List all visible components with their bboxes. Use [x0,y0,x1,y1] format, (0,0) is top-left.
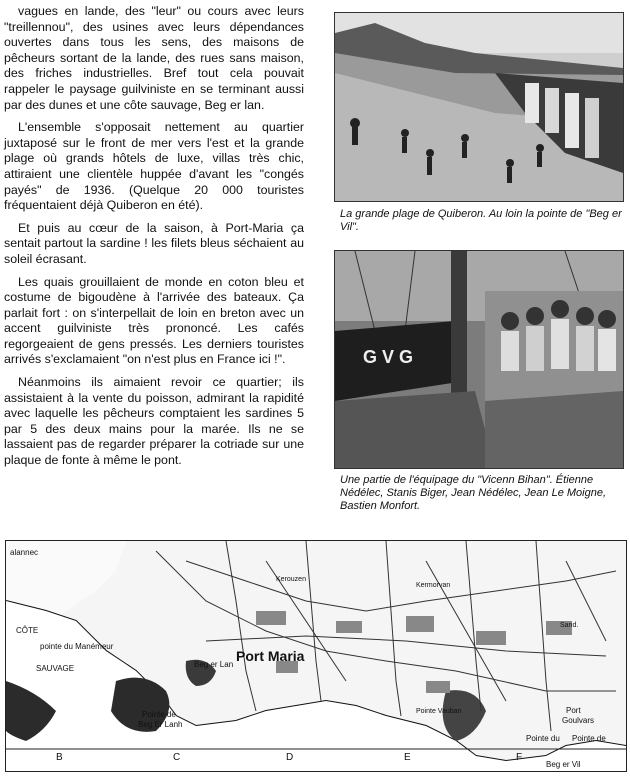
map-label-kermorvan: Kermorvan [416,582,451,589]
map-label-manemeur: pointe du Manémeur [40,642,114,651]
paragraph-1: vagues en lande, des "leur" ou cours avec leurs "treillennou", des usines avec leurs dépendances ouvertes dans tous les sens, des maisons de pêcheurs sortant de la lande, des rues sans maison, des friches industrielles. Bref tout cela pouvait rappeler le paysage guilviniste en se terminant aussi par des dunes et une côte sauvage, Beg er lan. [4,4,304,112]
boat-crew-caption: Une partie de l'équipage du "Vicenn Bihan". Étienne Nédélec, Stanis Biger, Jean Nédélec, Jean Le Moigne, Bastien Monfort. [340,474,606,512]
boat-crew-photo [334,250,624,469]
grid-letter-e: E [404,752,411,763]
grid-letter-b: B [56,752,63,763]
grid-letter-c: C [173,752,181,763]
map-label-goulvars: Goulvars [562,716,595,725]
paragraph-4: Les quais grouillaient de monde en coton bleu et costume de bigoudène à l'arrivée des bateaux. Ça parlait fort : on s'interpellait de loin en breton avec un accent guilviniste très prononcé. Les cafés regorgeaient de gens pressés. Les derniers touristes arrivés s'exclamaient "on n'est plus en France ici !". [4,274,304,367]
paragraph-2: L'ensemble s'opposait nettement au quartier juxtaposé sur le front de mer vers l'est et la grande plage où grands hôtels de luxe, villas très chic, attiraient une clientèle huppée d'avant les "congés payés" de 1936. (Quelque 20 000 touristes fréquentaient déjà Quiberon en été). [4,120,304,213]
paragraph-5: Néanmoins ils aimaient revoir ce quartier; ils assistaient à la vente du poisson, admirant la rapidité avec laquelle les pêcheurs comptaient les sardines 5 par 5 des deux mains pour la marée. Ils ne se lassaient pas de regarder préparer la cotriade sur une plaque de fonte à même le pont. [4,375,304,468]
paragraph-3: Et puis au cœur de la saison, à Port-Maria ça sentait partout la sardine ! les filets bleus séchaient au soleil écrasant. [4,220,304,266]
map-label-kerouzen: Kerouzen [276,576,306,583]
map-town-label: Port Maria [236,648,305,664]
map-label-sauvage: SAUVAGE [36,664,75,673]
map-label-beg-er-lanh: Beg Er Lanh [138,720,183,729]
map-label-pointe-du: Pointe du [526,734,560,743]
map-label-sand: Sand. [560,622,579,629]
map-label-beg-er-lan: Beg er Lan [194,660,234,669]
boat-hull-registration: G V G [363,347,414,367]
grid-letter-d: D [286,752,294,763]
map-label-pointe-de: Pointe de [142,710,176,719]
map-label-top-left: alannec [10,548,39,557]
beach-photo [334,12,624,202]
map-label-pointe-vauban: Pointe Vauban [416,708,462,715]
beach-photo-caption: La grande plage de Quiberon. Au loin la pointe de "Beg er Vil". [340,208,622,233]
map-label-pointe-de-right: Pointe de [572,734,606,743]
port-maria-map [5,540,627,772]
map-label-beg-er-vil: Beg er Vil [546,760,581,769]
grid-letter-f: F [516,752,523,763]
article-text-column [4,4,304,476]
map-label-port: Port [566,706,581,715]
map-label-cote: CÔTE [16,626,39,635]
